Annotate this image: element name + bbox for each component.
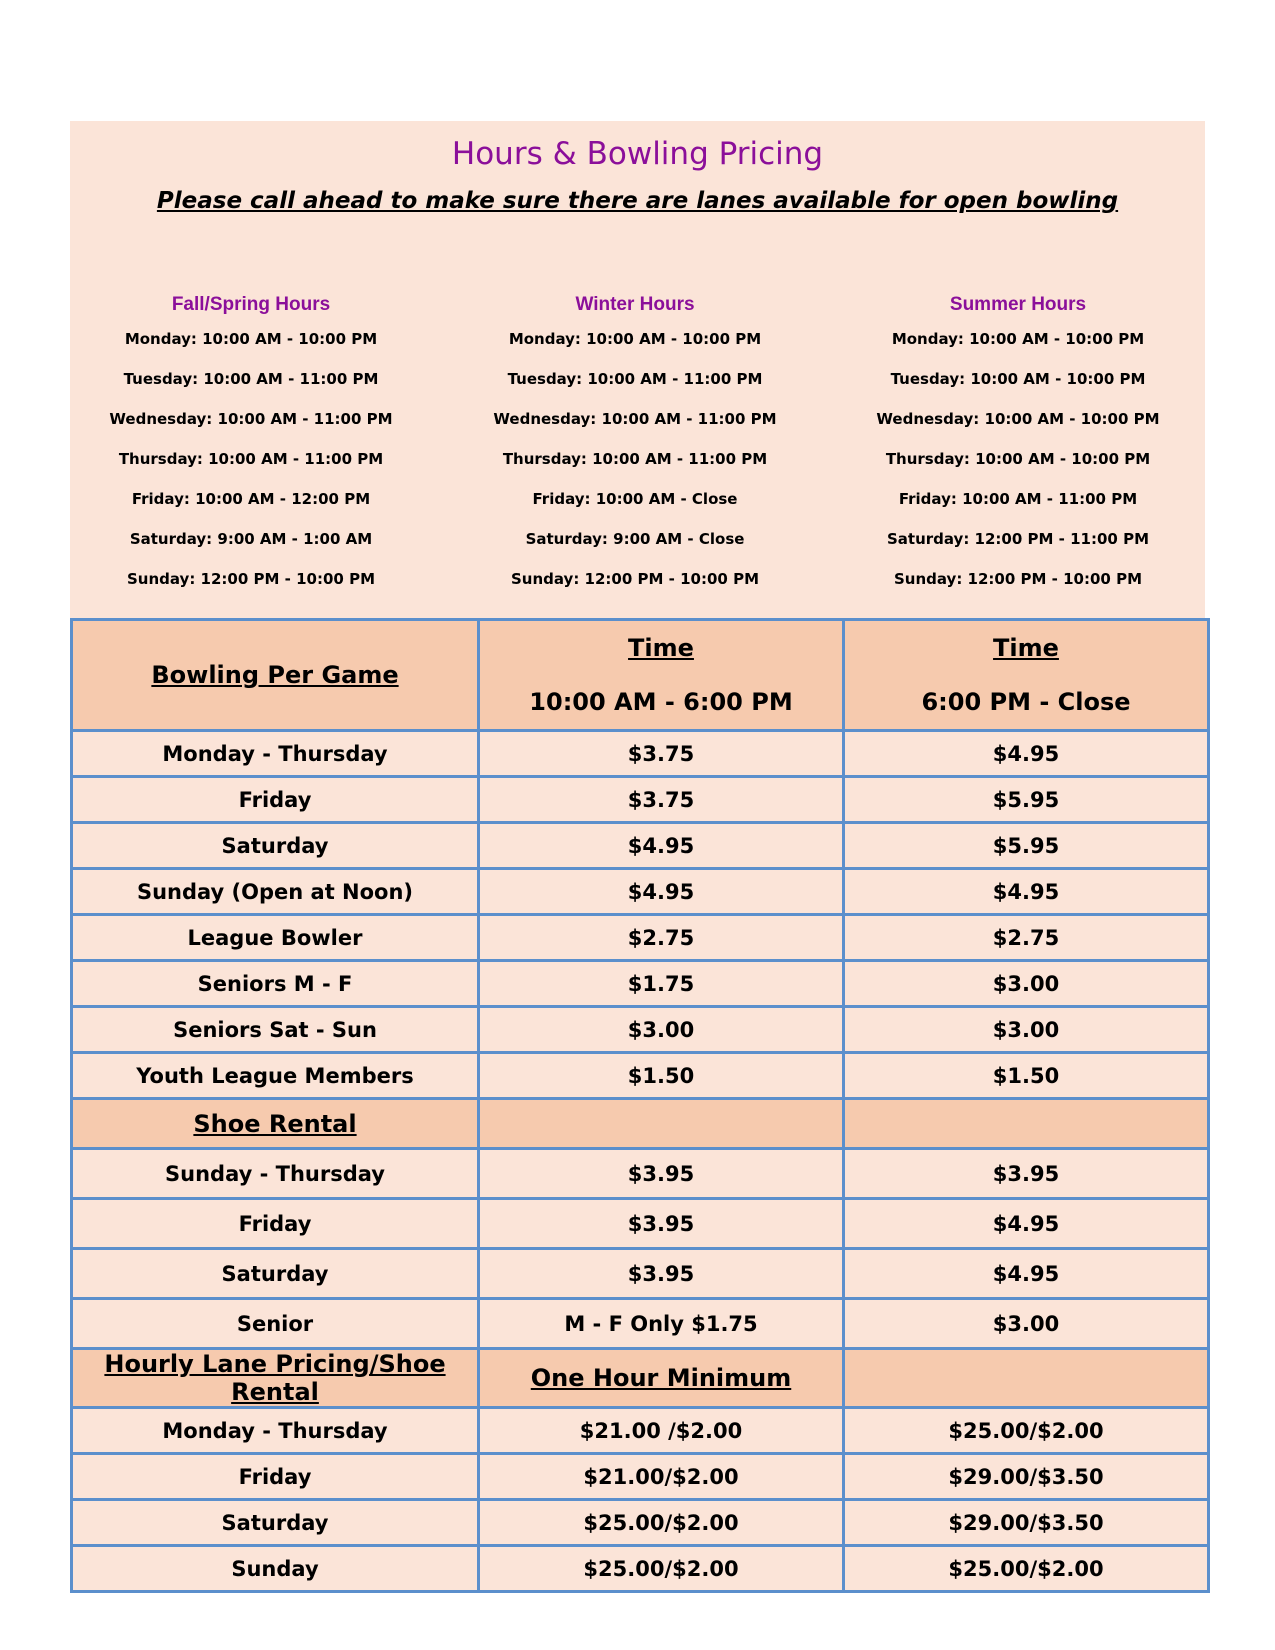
- row-price-night: $29.00/$3.50: [844, 1454, 1209, 1500]
- row-label: Senior: [72, 1299, 479, 1349]
- hours-line: Sunday: 12:00 PM - 10:00 PM: [126, 570, 375, 588]
- table-row: [72, 1199, 1209, 1249]
- row-label: Monday - Thursday: [72, 731, 479, 777]
- row-price-night: $3.95: [844, 1149, 1209, 1199]
- row-label: Seniors Sat - Sun: [72, 1007, 479, 1053]
- header-time-range: 10:00 AM - 6:00 PM: [529, 688, 793, 716]
- row-price-night: $4.95: [844, 1249, 1209, 1299]
- section-cell: [479, 1099, 844, 1149]
- row-price-day: $4.95: [479, 869, 844, 915]
- row-price-night: $4.95: [844, 1199, 1209, 1249]
- row-price-night: $25.00/$2.00: [844, 1408, 1209, 1454]
- table-row: [72, 1454, 1209, 1500]
- section-cell: [479, 1349, 844, 1408]
- header-time-cell: [479, 620, 844, 731]
- row-price-day: $3.95: [479, 1249, 844, 1299]
- row-price-night: $5.95: [844, 777, 1209, 823]
- hours-line: Saturday: 9:00 AM - 1:00 AM: [129, 530, 373, 548]
- table-row: [72, 1546, 1209, 1592]
- section-cell: [844, 1349, 1209, 1408]
- hours-line: Monday: 10:00 AM - 10:00 PM: [508, 330, 762, 348]
- hours-line: Friday: 10:00 AM - Close: [532, 490, 738, 508]
- table-header-row: [72, 620, 1209, 731]
- row-price-night: $5.95: [844, 823, 1209, 869]
- row-label: Seniors M - F: [72, 961, 479, 1007]
- row-price-day: $3.75: [479, 777, 844, 823]
- row-price-day: M - F Only $1.75: [479, 1299, 844, 1349]
- hours-line: Friday: 10:00 AM - 12:00 PM: [131, 490, 371, 508]
- table-row: [72, 1249, 1209, 1299]
- row-price-day: $2.75: [479, 915, 844, 961]
- row-label: Youth League Members: [72, 1053, 479, 1099]
- hours-line: Thursday: 10:00 AM - 11:00 PM: [118, 450, 384, 468]
- header-label-cell: [72, 620, 479, 731]
- hours-column-winter: [450, 294, 820, 610]
- row-price-night: $3.00: [844, 1007, 1209, 1053]
- section-header-shoe-rental: [72, 1099, 1209, 1149]
- hours-line: Friday: 10:00 AM - 11:00 PM: [898, 490, 1138, 508]
- table-row: [72, 1408, 1209, 1454]
- page-subtitle: Please call ahead to make sure there are lanes available for open bowling: [156, 188, 1119, 214]
- row-price-day: $4.95: [479, 823, 844, 869]
- hours-line: Monday: 10:00 AM - 10:00 PM: [891, 330, 1145, 348]
- row-price-night: $3.00: [844, 1299, 1209, 1349]
- row-label: Sunday: [72, 1546, 479, 1592]
- pricing-table: [70, 618, 1210, 1593]
- hours-line: Tuesday: 10:00 AM - 10:00 PM: [890, 370, 1146, 388]
- table-row: [72, 731, 1209, 777]
- hours-column-fall-spring: [66, 294, 436, 610]
- row-label: Saturday: [72, 1500, 479, 1546]
- section-label: Shoe Rental: [193, 1109, 357, 1138]
- hours-line: Saturday: 12:00 PM - 11:00 PM: [886, 530, 1150, 548]
- table-row: [72, 823, 1209, 869]
- table-row: [72, 777, 1209, 823]
- section-label-cell: [72, 1349, 479, 1408]
- row-price-day: $1.75: [479, 961, 844, 1007]
- row-label: Saturday: [72, 1249, 479, 1299]
- row-price-night: $29.00/$3.50: [844, 1500, 1209, 1546]
- row-price-day: $1.50: [479, 1053, 844, 1099]
- row-price-night: $4.95: [844, 869, 1209, 915]
- hours-heading: Summer Hours: [949, 294, 1087, 315]
- hours-line: Saturday: 9:00 AM - Close: [525, 530, 745, 548]
- hours-line: Wednesday: 10:00 AM - 10:00 PM: [876, 410, 1160, 428]
- table-row: [72, 1149, 1209, 1199]
- hours-line: Tuesday: 10:00 AM - 11:00 PM: [123, 370, 379, 388]
- table-row: [72, 1500, 1209, 1546]
- hours-line: Sunday: 12:00 PM - 10:00 PM: [510, 570, 759, 588]
- section-cell: [844, 1099, 1209, 1149]
- row-price-day: $3.75: [479, 731, 844, 777]
- row-price-day: $3.95: [479, 1149, 844, 1199]
- section-header-hourly: [72, 1349, 1209, 1408]
- table-row: [72, 1299, 1209, 1349]
- row-price-night: $4.95: [844, 731, 1209, 777]
- row-price-day: $21.00/$2.00: [479, 1454, 844, 1500]
- hours-line: Sunday: 12:00 PM - 10:00 PM: [893, 570, 1142, 588]
- table-row: [72, 1007, 1209, 1053]
- row-label: Friday: [72, 1199, 479, 1249]
- hours-heading: Fall/Spring Hours: [171, 294, 331, 315]
- row-label: Saturday: [72, 823, 479, 869]
- hours-column-summer: [833, 294, 1203, 610]
- table-row: [72, 915, 1209, 961]
- row-label: Monday - Thursday: [72, 1408, 479, 1454]
- hours-line: Monday: 10:00 AM - 10:00 PM: [124, 330, 378, 348]
- section-note: One Hour Minimum: [530, 1364, 792, 1392]
- header-time-range: 6:00 PM - Close: [921, 688, 1131, 716]
- row-price-day: $25.00/$2.00: [479, 1500, 844, 1546]
- hours-line: Wednesday: 10:00 AM - 11:00 PM: [109, 410, 393, 428]
- table-row: [72, 961, 1209, 1007]
- row-label: Sunday - Thursday: [72, 1149, 479, 1199]
- hours-line: Wednesday: 10:00 AM - 11:00 PM: [493, 410, 777, 428]
- hours-line: Thursday: 10:00 AM - 10:00 PM: [885, 450, 1151, 468]
- row-price-day: $3.00: [479, 1007, 844, 1053]
- header-time-title: Time: [628, 634, 694, 662]
- row-label: League Bowler: [72, 915, 479, 961]
- hours-line: Thursday: 10:00 AM - 11:00 PM: [502, 450, 768, 468]
- table-row: [72, 1053, 1209, 1099]
- row-label: Sunday (Open at Noon): [72, 869, 479, 915]
- hours-heading: Winter Hours: [575, 294, 695, 315]
- table-row: [72, 869, 1209, 915]
- header-time-title: Time: [993, 634, 1059, 662]
- row-price-night: $2.75: [844, 915, 1209, 961]
- row-price-night: $3.00: [844, 961, 1209, 1007]
- header-label: Bowling Per Game: [151, 661, 399, 689]
- row-price-night: $1.50: [844, 1053, 1209, 1099]
- row-label: Friday: [72, 777, 479, 823]
- row-price-night: $25.00/$2.00: [844, 1546, 1209, 1592]
- row-label: Friday: [72, 1454, 479, 1500]
- section-label-cell: [72, 1099, 479, 1149]
- row-price-day: $25.00/$2.00: [479, 1546, 844, 1592]
- section-label: Hourly Lane Pricing/Shoe Rental: [104, 1350, 446, 1406]
- header-time-cell: [844, 620, 1209, 731]
- row-price-day: $3.95: [479, 1199, 844, 1249]
- hours-line: Tuesday: 10:00 AM - 11:00 PM: [507, 370, 763, 388]
- row-price-day: $21.00 /$2.00: [479, 1408, 844, 1454]
- page-title: Hours & Bowling Pricing: [451, 136, 824, 172]
